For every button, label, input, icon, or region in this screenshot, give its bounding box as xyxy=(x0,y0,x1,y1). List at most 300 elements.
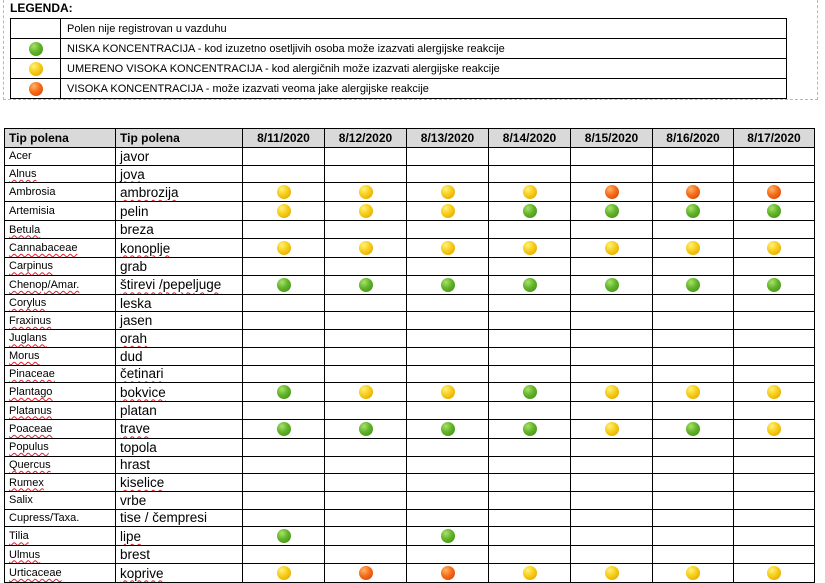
concentration-cell xyxy=(734,347,815,365)
local-name: breza xyxy=(116,221,243,239)
mid-concentration-dot-icon xyxy=(767,422,781,436)
concentration-cell xyxy=(734,258,815,276)
table-row xyxy=(5,221,815,239)
table-row xyxy=(5,347,815,365)
high-concentration-dot-icon xyxy=(686,185,700,199)
latin-name: Fraxinus xyxy=(5,312,116,330)
concentration-cell xyxy=(653,330,734,348)
header-date: 8/15/2020 xyxy=(571,129,653,148)
concentration-cell xyxy=(489,527,571,546)
concentration-cell xyxy=(407,564,489,583)
concentration-cell xyxy=(734,527,815,546)
concentration-cell xyxy=(653,365,734,383)
concentration-cell xyxy=(243,509,325,527)
legend-row xyxy=(11,39,787,59)
low-concentration-dot-icon xyxy=(523,204,537,218)
concentration-cell xyxy=(653,419,734,438)
concentration-cell xyxy=(571,509,653,527)
concentration-cell xyxy=(325,258,407,276)
latin-name: Quercus xyxy=(5,456,116,474)
concentration-cell xyxy=(653,294,734,312)
concentration-cell xyxy=(653,165,734,183)
concentration-cell xyxy=(734,330,815,348)
latin-name: Corylus xyxy=(5,294,116,312)
concentration-cell xyxy=(243,294,325,312)
concentration-cell xyxy=(571,183,653,202)
local-name: brest xyxy=(116,546,243,564)
low-concentration-dot-icon xyxy=(277,529,291,543)
local-name: štirevi /pepeljuge xyxy=(116,275,243,294)
low-concentration-dot-icon xyxy=(767,278,781,292)
concentration-cell xyxy=(489,509,571,527)
concentration-cell xyxy=(489,294,571,312)
concentration-cell xyxy=(571,258,653,276)
legend-row xyxy=(11,59,787,79)
header-date: 8/11/2020 xyxy=(243,129,325,148)
legend-text: VISOKA KONCENTRACIJA - može izazvati veoma jake alergijske reakcije xyxy=(61,79,787,99)
concentration-cell xyxy=(571,365,653,383)
mid-concentration-dot-icon xyxy=(441,385,455,399)
mid-concentration-dot-icon xyxy=(523,185,537,199)
concentration-cell xyxy=(243,474,325,492)
legend-text: UMERENO VISOKA KONCENTRACIJA - kod alergičnih može izazvati alergijske reakcije xyxy=(61,59,787,79)
concentration-cell xyxy=(407,183,489,202)
table-row xyxy=(5,438,815,456)
header-date: 8/14/2020 xyxy=(489,129,571,148)
concentration-cell xyxy=(489,221,571,239)
local-name: leska xyxy=(116,294,243,312)
concentration-cell xyxy=(571,202,653,221)
mid-concentration-dot-icon xyxy=(767,385,781,399)
local-name: topola xyxy=(116,438,243,456)
concentration-cell xyxy=(489,402,571,420)
low-concentration-dot-icon xyxy=(767,204,781,218)
table-header-row xyxy=(5,129,815,148)
latin-name: Betula xyxy=(5,221,116,239)
concentration-cell xyxy=(325,312,407,330)
local-name: jasen xyxy=(116,312,243,330)
concentration-cell xyxy=(325,294,407,312)
concentration-cell xyxy=(734,546,815,564)
low-concentration-dot-icon xyxy=(523,278,537,292)
local-name: ambrozija xyxy=(116,183,243,202)
low-concentration-dot-icon xyxy=(441,278,455,292)
concentration-cell xyxy=(571,148,653,166)
latin-name: Acer xyxy=(5,148,116,166)
table-row xyxy=(5,546,815,564)
table-row xyxy=(5,527,815,546)
concentration-cell xyxy=(734,474,815,492)
concentration-cell xyxy=(325,546,407,564)
concentration-cell xyxy=(489,564,571,583)
concentration-cell xyxy=(653,347,734,365)
latin-name: Juglans xyxy=(5,330,116,348)
mid-concentration-dot-icon xyxy=(277,204,291,218)
local-name: javor xyxy=(116,148,243,166)
concentration-cell xyxy=(571,419,653,438)
concentration-cell xyxy=(325,438,407,456)
latin-name: Pinaceae xyxy=(5,365,116,383)
concentration-cell xyxy=(571,456,653,474)
legend-symbol-cell xyxy=(11,19,61,39)
concentration-cell xyxy=(325,383,407,402)
concentration-cell xyxy=(243,527,325,546)
latin-name: Populus xyxy=(5,438,116,456)
concentration-cell xyxy=(653,474,734,492)
concentration-cell xyxy=(407,275,489,294)
local-name: grab xyxy=(116,258,243,276)
concentration-cell xyxy=(734,365,815,383)
latin-name: Cupress/Taxa. xyxy=(5,509,116,527)
concentration-cell xyxy=(734,509,815,527)
concentration-cell xyxy=(571,383,653,402)
latin-name: Ulmus xyxy=(5,546,116,564)
concentration-cell xyxy=(489,456,571,474)
concentration-cell xyxy=(407,165,489,183)
concentration-cell xyxy=(489,330,571,348)
concentration-cell xyxy=(653,148,734,166)
concentration-cell xyxy=(407,221,489,239)
latin-name: Tilia xyxy=(5,527,116,546)
low-concentration-dot-icon xyxy=(277,385,291,399)
concentration-cell xyxy=(325,202,407,221)
latin-name: Urticaceae xyxy=(5,564,116,583)
concentration-cell xyxy=(243,239,325,258)
concentration-cell xyxy=(571,239,653,258)
mid-concentration-dot-icon xyxy=(359,185,373,199)
latin-name: Plantago xyxy=(5,383,116,402)
table-row xyxy=(5,383,815,402)
low-concentration-dot-icon xyxy=(686,204,700,218)
concentration-cell xyxy=(407,509,489,527)
legend-row xyxy=(11,79,787,99)
mid-concentration-dot-icon xyxy=(686,241,700,255)
mid-concentration-dot-icon xyxy=(359,385,373,399)
concentration-cell xyxy=(325,365,407,383)
concentration-cell xyxy=(571,330,653,348)
latin-name: Ambrosia xyxy=(5,183,116,202)
concentration-cell xyxy=(734,456,815,474)
concentration-cell xyxy=(325,456,407,474)
concentration-cell xyxy=(243,183,325,202)
local-name: orah xyxy=(116,330,243,348)
table-row xyxy=(5,148,815,166)
header-date: 8/16/2020 xyxy=(653,129,734,148)
concentration-cell xyxy=(653,312,734,330)
concentration-cell xyxy=(734,402,815,420)
table-row xyxy=(5,294,815,312)
latin-name: Artemisia xyxy=(5,202,116,221)
concentration-cell xyxy=(734,165,815,183)
low-concentration-dot-icon xyxy=(441,422,455,436)
mid-concentration-dot-icon xyxy=(767,241,781,255)
table-row xyxy=(5,275,815,294)
low-concentration-dot-icon xyxy=(277,278,291,292)
concentration-cell xyxy=(243,419,325,438)
concentration-cell xyxy=(243,491,325,509)
legend-text: Polen nije registrovan u vazduhu xyxy=(61,19,787,39)
concentration-cell xyxy=(243,221,325,239)
concentration-cell xyxy=(734,183,815,202)
concentration-cell xyxy=(407,438,489,456)
concentration-cell xyxy=(325,474,407,492)
mid-concentration-dot-icon xyxy=(277,241,291,255)
concentration-cell xyxy=(571,165,653,183)
concentration-cell xyxy=(325,330,407,348)
local-name: vrbe xyxy=(116,491,243,509)
latin-name: Chenop/Amar. xyxy=(5,275,116,294)
concentration-cell xyxy=(489,239,571,258)
concentration-cell xyxy=(734,294,815,312)
mid-concentration-dot-icon xyxy=(605,241,619,255)
low-concentration-dot-icon xyxy=(277,422,291,436)
concentration-cell xyxy=(489,183,571,202)
concentration-cell xyxy=(407,202,489,221)
low-concentration-dot-icon xyxy=(359,422,373,436)
latin-name: Cannabaceae xyxy=(5,239,116,258)
high-concentration-dot-icon xyxy=(767,185,781,199)
concentration-cell xyxy=(407,330,489,348)
concentration-cell xyxy=(489,383,571,402)
concentration-cell xyxy=(489,312,571,330)
concentration-cell xyxy=(734,383,815,402)
table-row xyxy=(5,239,815,258)
concentration-cell xyxy=(325,239,407,258)
concentration-cell xyxy=(653,183,734,202)
concentration-cell xyxy=(571,527,653,546)
concentration-cell xyxy=(243,383,325,402)
mid-concentration-dot-icon xyxy=(605,385,619,399)
local-name: lipe xyxy=(116,527,243,546)
low-concentration-dot-icon xyxy=(29,42,43,56)
concentration-cell xyxy=(325,419,407,438)
table-row xyxy=(5,183,815,202)
concentration-cell xyxy=(243,202,325,221)
concentration-cell xyxy=(325,221,407,239)
concentration-cell xyxy=(407,456,489,474)
concentration-cell xyxy=(407,402,489,420)
concentration-cell xyxy=(734,419,815,438)
concentration-cell xyxy=(734,564,815,583)
legend-table xyxy=(10,18,787,99)
latin-name: Carpinus xyxy=(5,258,116,276)
table-row xyxy=(5,330,815,348)
low-concentration-dot-icon xyxy=(686,422,700,436)
high-concentration-dot-icon xyxy=(359,566,373,580)
concentration-cell xyxy=(571,564,653,583)
concentration-cell xyxy=(734,312,815,330)
concentration-cell xyxy=(489,202,571,221)
concentration-cell xyxy=(571,221,653,239)
high-concentration-dot-icon xyxy=(441,566,455,580)
concentration-cell xyxy=(325,183,407,202)
concentration-cell xyxy=(243,438,325,456)
concentration-cell xyxy=(734,239,815,258)
concentration-cell xyxy=(407,239,489,258)
pollen-table xyxy=(4,128,815,583)
local-name: jova xyxy=(116,165,243,183)
header-date: 8/17/2020 xyxy=(734,129,815,148)
concentration-cell xyxy=(653,221,734,239)
concentration-cell xyxy=(489,347,571,365)
concentration-cell xyxy=(243,402,325,420)
concentration-cell xyxy=(243,456,325,474)
concentration-cell xyxy=(407,312,489,330)
concentration-cell xyxy=(243,275,325,294)
mid-concentration-dot-icon xyxy=(767,566,781,580)
legend-symbol-cell xyxy=(11,39,61,59)
table-row xyxy=(5,419,815,438)
high-concentration-dot-icon xyxy=(29,82,43,96)
table-row xyxy=(5,402,815,420)
concentration-cell xyxy=(734,438,815,456)
concentration-cell xyxy=(571,491,653,509)
concentration-cell xyxy=(571,438,653,456)
latin-name: Salix xyxy=(5,491,116,509)
concentration-cell xyxy=(489,148,571,166)
concentration-cell xyxy=(243,312,325,330)
table-row xyxy=(5,165,815,183)
latin-name: Rumex xyxy=(5,474,116,492)
mid-concentration-dot-icon xyxy=(359,204,373,218)
local-name: platan xyxy=(116,402,243,420)
low-concentration-dot-icon xyxy=(605,278,619,292)
concentration-cell xyxy=(571,546,653,564)
concentration-cell xyxy=(489,165,571,183)
concentration-cell xyxy=(407,148,489,166)
concentration-cell xyxy=(325,402,407,420)
concentration-cell xyxy=(571,347,653,365)
latin-name: Alnus xyxy=(5,165,116,183)
concentration-cell xyxy=(489,438,571,456)
mid-concentration-dot-icon xyxy=(441,241,455,255)
low-concentration-dot-icon xyxy=(441,529,455,543)
concentration-cell xyxy=(407,546,489,564)
table-row xyxy=(5,509,815,527)
concentration-cell xyxy=(489,275,571,294)
table-row xyxy=(5,312,815,330)
latin-name: Poaceae xyxy=(5,419,116,438)
low-concentration-dot-icon xyxy=(359,278,373,292)
concentration-cell xyxy=(489,546,571,564)
concentration-cell xyxy=(243,365,325,383)
concentration-cell xyxy=(734,275,815,294)
concentration-cell xyxy=(407,258,489,276)
concentration-cell xyxy=(407,294,489,312)
concentration-cell xyxy=(325,509,407,527)
concentration-cell xyxy=(653,438,734,456)
concentration-cell xyxy=(325,527,407,546)
concentration-cell xyxy=(325,564,407,583)
table-row xyxy=(5,456,815,474)
local-name: konoplje xyxy=(116,239,243,258)
concentration-cell xyxy=(734,491,815,509)
mid-concentration-dot-icon xyxy=(441,185,455,199)
concentration-cell xyxy=(325,165,407,183)
concentration-cell xyxy=(407,474,489,492)
concentration-cell xyxy=(734,221,815,239)
concentration-cell xyxy=(653,564,734,583)
table-row xyxy=(5,474,815,492)
low-concentration-dot-icon xyxy=(523,385,537,399)
local-name: bokvice xyxy=(116,383,243,402)
mid-concentration-dot-icon xyxy=(686,566,700,580)
legend-symbol-cell xyxy=(11,79,61,99)
concentration-cell xyxy=(407,527,489,546)
concentration-cell xyxy=(489,258,571,276)
mid-concentration-dot-icon xyxy=(605,566,619,580)
concentration-cell xyxy=(653,402,734,420)
concentration-cell xyxy=(243,148,325,166)
concentration-cell xyxy=(571,275,653,294)
mid-concentration-dot-icon xyxy=(359,241,373,255)
concentration-cell xyxy=(243,546,325,564)
header-date: 8/13/2020 xyxy=(407,129,489,148)
concentration-cell xyxy=(243,258,325,276)
table-row xyxy=(5,491,815,509)
concentration-cell xyxy=(325,275,407,294)
concentration-cell xyxy=(653,509,734,527)
concentration-cell xyxy=(653,275,734,294)
table-row xyxy=(5,365,815,383)
concentration-cell xyxy=(489,419,571,438)
concentration-cell xyxy=(571,294,653,312)
concentration-cell xyxy=(243,330,325,348)
concentration-cell xyxy=(653,202,734,221)
local-name: četinari xyxy=(116,365,243,383)
concentration-cell xyxy=(243,165,325,183)
concentration-cell xyxy=(571,474,653,492)
concentration-cell xyxy=(489,474,571,492)
concentration-cell xyxy=(653,258,734,276)
concentration-cell xyxy=(653,491,734,509)
concentration-cell xyxy=(489,365,571,383)
concentration-cell xyxy=(325,491,407,509)
concentration-cell xyxy=(489,491,571,509)
mid-concentration-dot-icon xyxy=(441,204,455,218)
concentration-cell xyxy=(243,347,325,365)
concentration-cell xyxy=(325,148,407,166)
concentration-cell xyxy=(407,347,489,365)
local-name: tise / čempresi xyxy=(116,509,243,527)
concentration-cell xyxy=(407,365,489,383)
concentration-cell xyxy=(653,527,734,546)
low-concentration-dot-icon xyxy=(523,422,537,436)
header-latin: Tip polena xyxy=(5,129,116,148)
local-name: pelin xyxy=(116,202,243,221)
mid-concentration-dot-icon xyxy=(686,385,700,399)
local-name: trave xyxy=(116,419,243,438)
concentration-cell xyxy=(407,419,489,438)
concentration-cell xyxy=(407,491,489,509)
concentration-cell xyxy=(571,402,653,420)
low-concentration-dot-icon xyxy=(605,204,619,218)
table-row xyxy=(5,258,815,276)
mid-concentration-dot-icon xyxy=(277,185,291,199)
local-name: hrast xyxy=(116,456,243,474)
concentration-cell xyxy=(653,546,734,564)
concentration-cell xyxy=(243,564,325,583)
local-name: kiselice xyxy=(116,474,243,492)
legend-text: NISKA KONCENTRACIJA - kod izuzetno osetljivih osoba može izazvati alergijske reakcije xyxy=(61,39,787,59)
mid-concentration-dot-icon xyxy=(277,566,291,580)
concentration-cell xyxy=(653,239,734,258)
concentration-cell xyxy=(407,383,489,402)
latin-name: Morus xyxy=(5,347,116,365)
mid-concentration-dot-icon xyxy=(605,422,619,436)
concentration-cell xyxy=(734,148,815,166)
header-local: Tip polena xyxy=(116,129,243,148)
